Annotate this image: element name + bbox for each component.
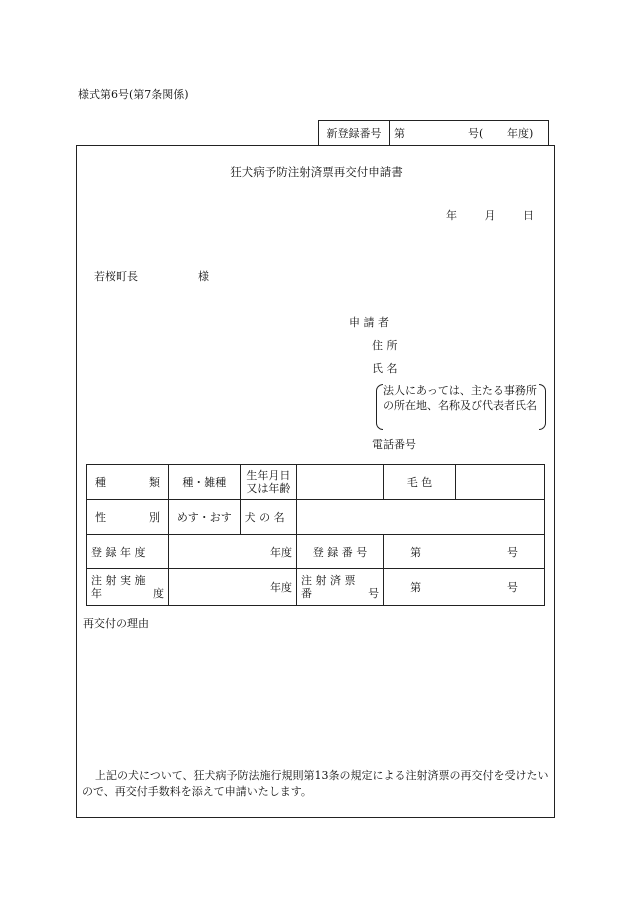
corporation-note-text: 法人にあっては、主たる事務所の所在地、名称及び代表者氏名 <box>383 384 537 412</box>
date-year: 年 <box>446 209 457 222</box>
dog-name-label: 犬 の 名 <box>240 500 296 535</box>
dog-info-table <box>86 464 545 606</box>
corporation-note <box>376 384 546 428</box>
date-day: 日 <box>523 209 534 222</box>
applicant-address-label: 住 所 <box>372 339 398 352</box>
application-form <box>76 145 555 818</box>
tag-number-label: 注 射 済 票 番 号 <box>297 569 384 606</box>
addressee-honorific: 様 <box>198 270 209 283</box>
addressee <box>94 268 209 284</box>
applicant-phone-label: 電話番号 <box>372 438 416 451</box>
form-title: 狂犬病予防注射済票再交付申請書 <box>230 165 403 179</box>
reg-year-suffix: 年度) <box>507 127 534 140</box>
form-number: 様式第6号(第7条関係) <box>78 88 189 101</box>
new-registration-number-field[interactable] <box>390 121 549 146</box>
addressee-name: 若桜町長 <box>94 270 138 283</box>
application-date[interactable] <box>446 207 534 223</box>
tag-number-field[interactable]: 第 号 <box>384 569 545 606</box>
reg-year-label: 登 録 年 度 <box>87 535 169 569</box>
date-month: 月 <box>484 209 496 222</box>
coat-color-field[interactable] <box>455 465 544 500</box>
right-bracket <box>539 384 546 430</box>
sex-label-cell: 性 別 <box>87 500 169 535</box>
sex-choice[interactable]: めす・おす <box>168 500 240 535</box>
reg-prefix: 第 <box>394 127 405 140</box>
applicant-heading: 申 請 者 <box>349 316 389 329</box>
birth-label-cell: 生年月日 又は年齢 <box>240 465 296 500</box>
new-registration-number-label: 新登録番号 <box>319 121 390 146</box>
reg-year-field[interactable]: 年度 <box>168 535 296 569</box>
injection-year-field[interactable]: 年度 <box>168 569 296 606</box>
reg-suffix: 号( <box>468 127 484 140</box>
applicant-name-label: 氏 名 <box>372 362 398 375</box>
reissue-reason-label: 再交付の理由 <box>83 617 149 630</box>
new-registration-number-table <box>318 120 549 146</box>
type-label-cell: 種 類 <box>87 465 169 500</box>
coat-color-label: 毛 色 <box>384 465 456 500</box>
reg-number-label: 登 録 番 号 <box>297 535 384 569</box>
dog-name-field[interactable] <box>297 500 545 535</box>
breed-choice[interactable]: 種・雑種 <box>168 465 240 500</box>
left-bracket <box>376 384 383 430</box>
injection-year-label: 注 射 実 施 年 度 <box>87 569 169 606</box>
birth-date-field[interactable] <box>297 465 384 500</box>
declaration-text: 上記の犬について、狂犬病予防法施行規則第13条の規定による注射済票の再交付を受けたいので、再交付手数料を添えて申請いたします。 <box>82 769 549 798</box>
reg-number-field[interactable]: 第 号 <box>384 535 545 569</box>
